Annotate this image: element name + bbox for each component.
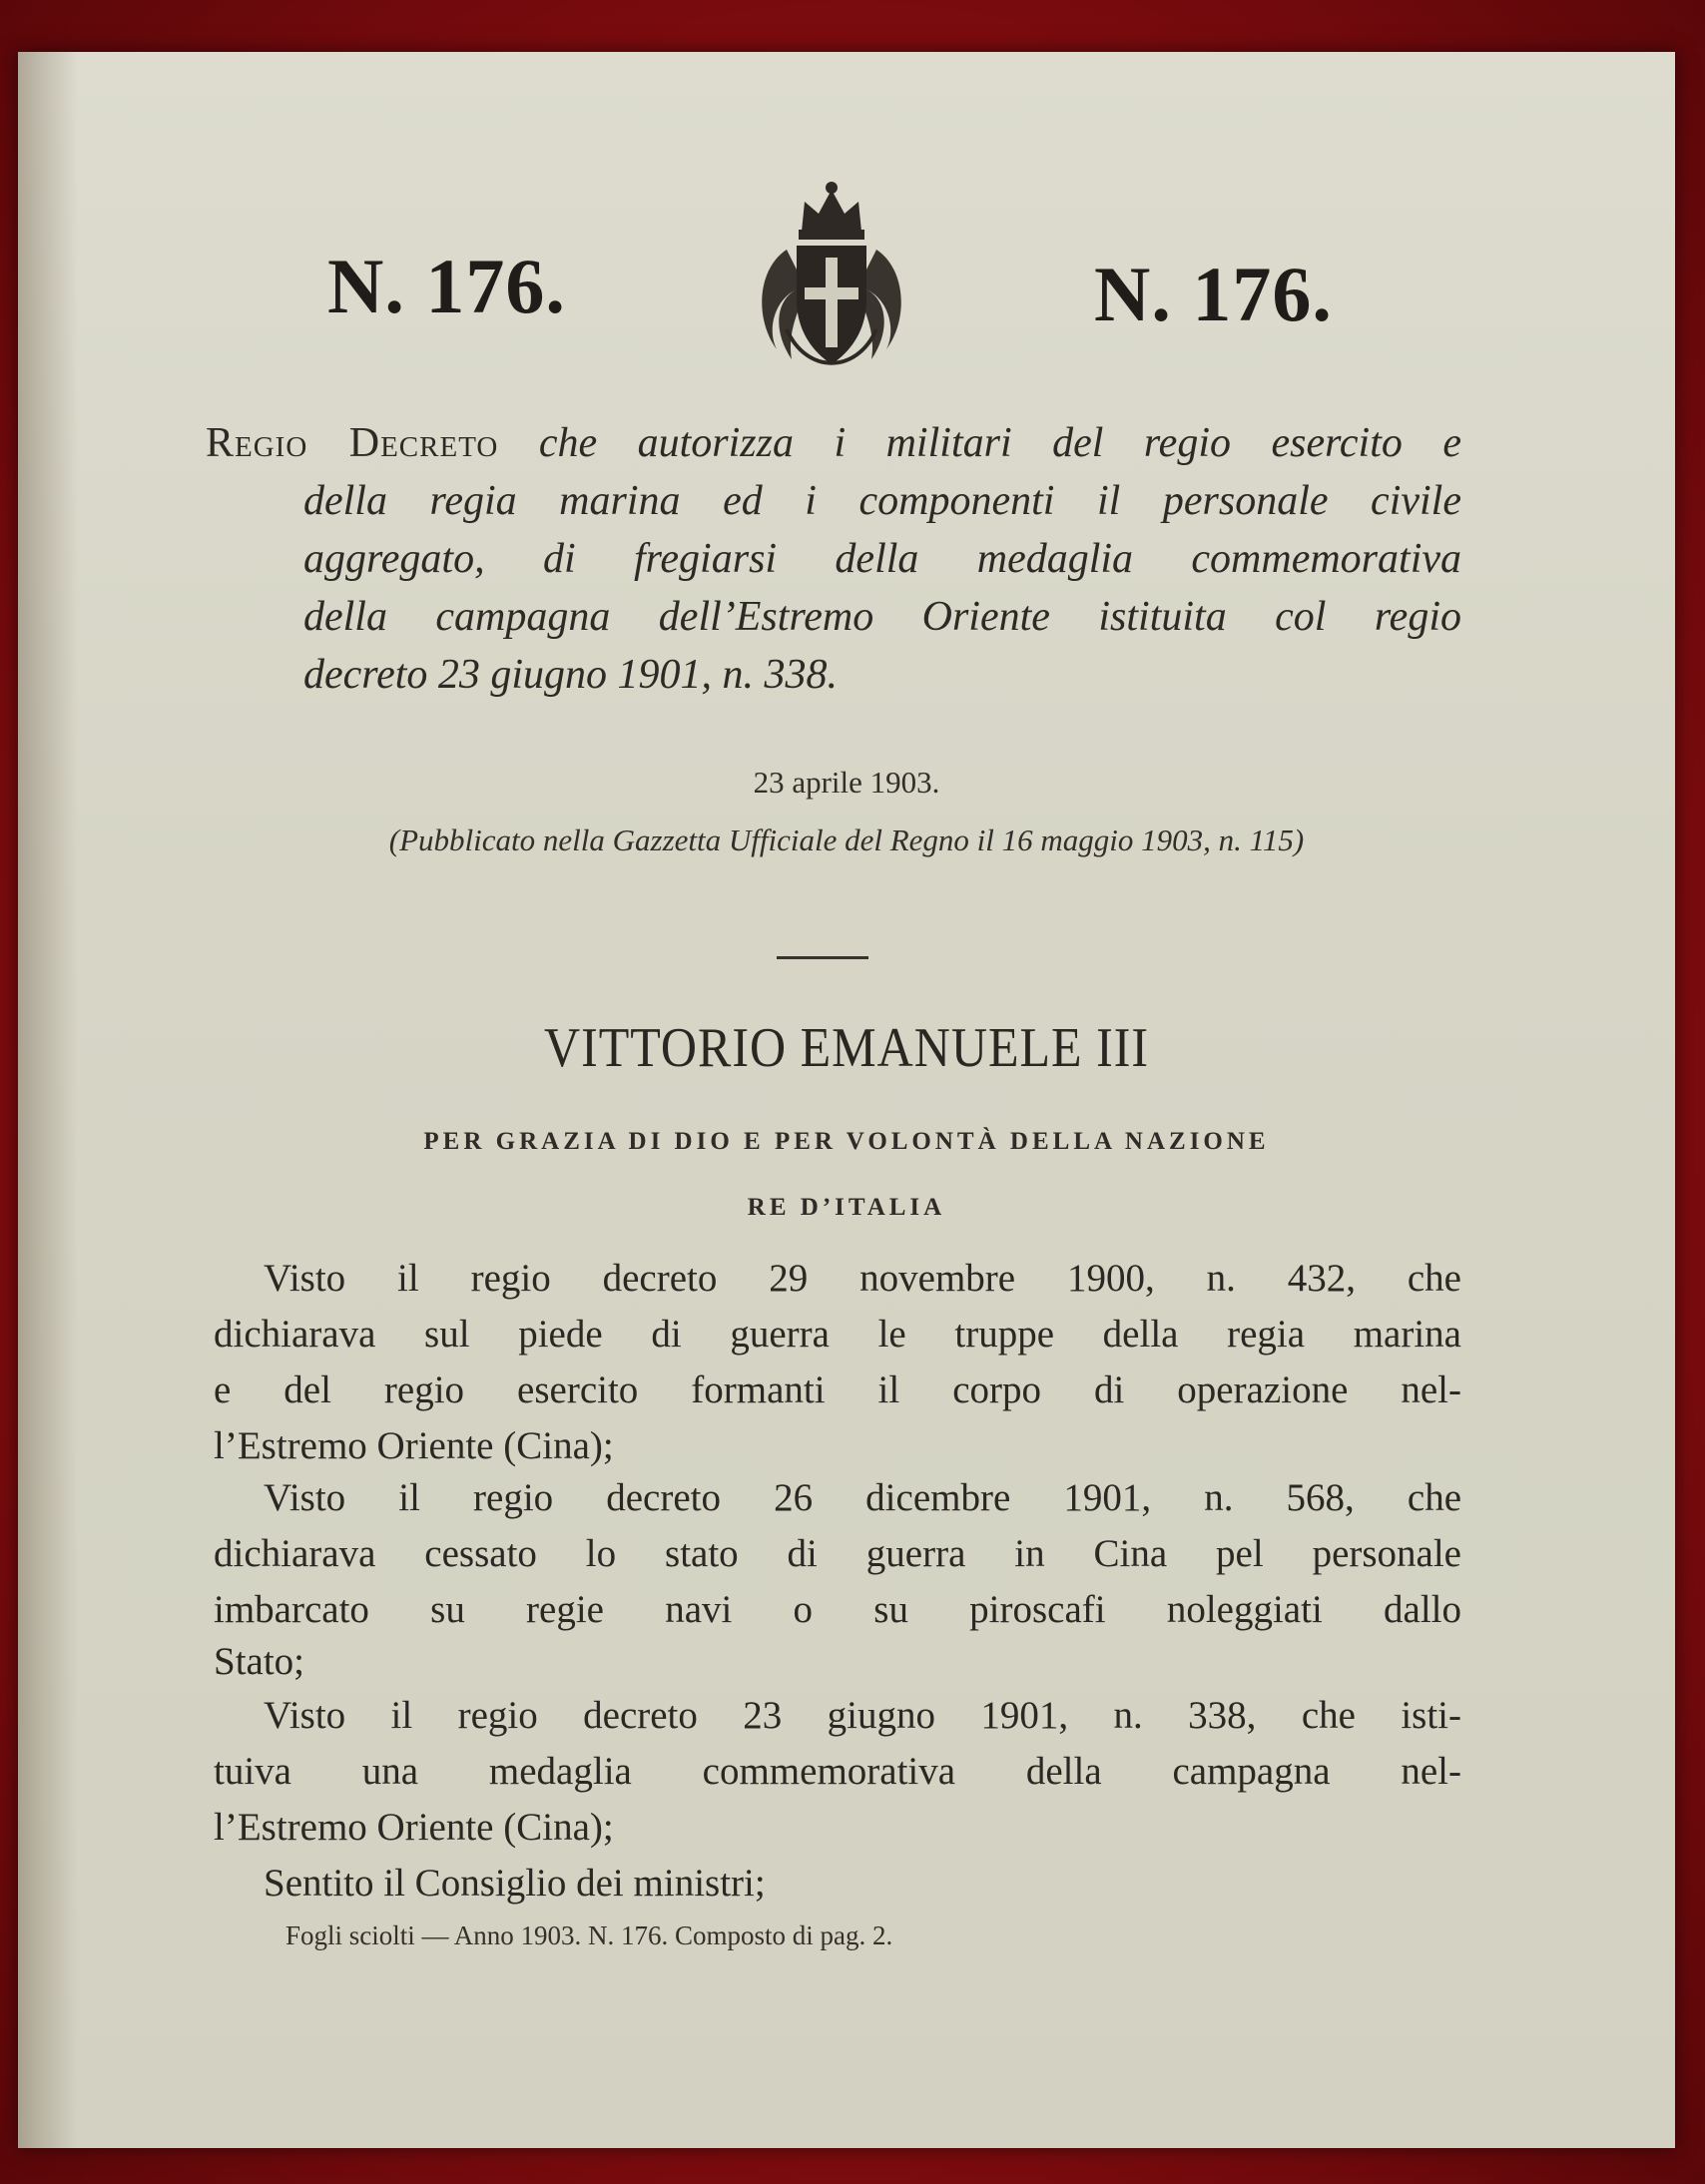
publication-note: (Pubblicato nella Gazzetta Ufficiale del Regno il 16 maggio 1903, n. 115) <box>388 822 1305 857</box>
decree-title-line-3: aggregato, di fregiarsi della medaglia commemorativa <box>303 536 1461 582</box>
decree-title-line-1-rest: che autorizza i militari del regio esercito e <box>538 420 1461 466</box>
body-line-7: imbarcato su regie navi o su piroscafi noleggiati dallo <box>214 1588 1461 1631</box>
sovereign-grace: PER GRAZIA DI DIO E PER VOLONTÀ DELLA NAZIONE <box>423 1128 1270 1155</box>
body-line-3: e del regio esercito formanti il corpo di operazione nel- <box>214 1368 1461 1411</box>
body-line-6: dichiarava cessato lo stato di guerra in Cina pel personale <box>214 1532 1461 1575</box>
body-line-2: dichiarava sul piede di guerra le truppe della regia marina <box>214 1313 1461 1356</box>
savoy-coat-of-arms-icon <box>747 180 916 379</box>
paper-edge-shadow <box>18 52 78 2148</box>
body-line-8: Stato; <box>214 1640 305 1683</box>
body-line-4: l’Estremo Oriente (Cina); <box>214 1424 614 1467</box>
sovereign-name: VITTORIO EMANUELE III <box>543 1015 1150 1079</box>
page-footer: Fogli sciolti — Anno 1903. N. 176. Composto di pag. 2. <box>285 1920 893 1950</box>
number-right: N. 176. <box>1094 251 1333 337</box>
body-line-5: Visto il regio decreto 26 dicembre 1901, n. 568, che <box>264 1476 1461 1519</box>
decree-title-line-5: decreto 23 giugno 1901, n. 338. <box>303 652 839 698</box>
decree-title-line-1 <box>206 419 1461 467</box>
decree-date: 23 aprile 1903. <box>753 765 940 800</box>
decree-type: Regio Decreto <box>206 420 499 466</box>
decree-page <box>18 52 1675 2148</box>
body-line-12: Sentito il Consiglio dei ministri; <box>264 1862 766 1905</box>
body-line-1: Visto il regio decreto 29 novembre 1900, n. 432, che <box>264 1257 1461 1300</box>
separator-rule <box>777 956 868 959</box>
body-line-10: tuiva una medaglia commemorativa della campagna nel- <box>214 1750 1461 1793</box>
decree-title-line-2: della regia marina ed i componenti il personale civile <box>303 478 1461 524</box>
sovereign-title: RE D’ITALIA <box>747 1194 946 1221</box>
body-line-11: l’Estremo Oriente (Cina); <box>214 1806 614 1849</box>
body-line-9: Visto il regio decreto 23 giugno 1901, n. 338, che isti- <box>264 1694 1461 1737</box>
number-left: N. 176. <box>327 243 566 329</box>
decree-title-line-4: della campagna dell’Estremo Oriente istituita col regio <box>303 594 1461 640</box>
